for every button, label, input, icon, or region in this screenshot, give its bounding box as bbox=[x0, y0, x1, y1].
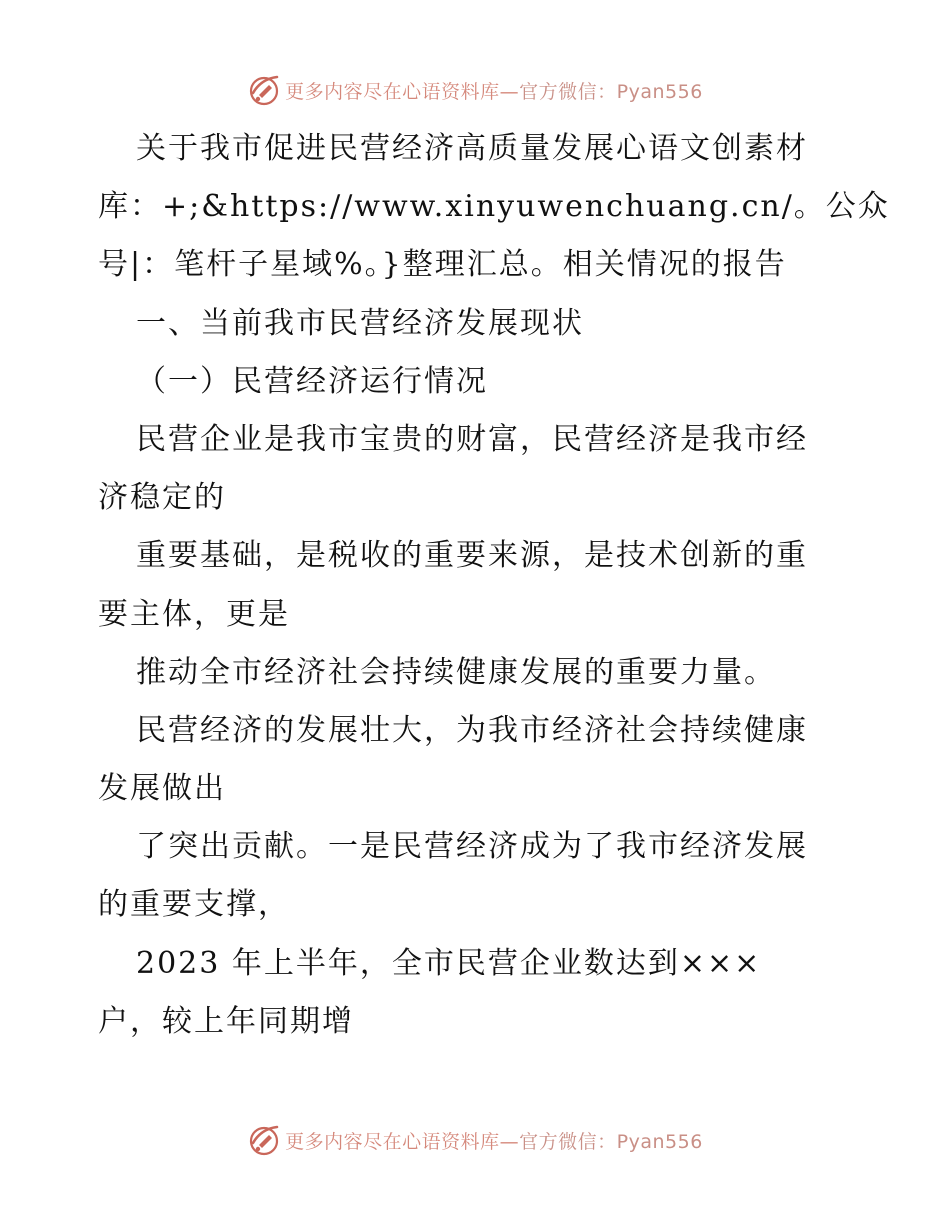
text-line: 推动全市经济社会持续健康发展的重要力量。 bbox=[136, 654, 776, 690]
text-line: 民营企业是我市宝贵的财富，民营经济是我市经 bbox=[136, 421, 808, 457]
text-line: 民营经济的发展壮大，为我市经济社会持续健康 bbox=[136, 712, 808, 748]
text-line: 济稳定的 bbox=[98, 480, 226, 516]
header-banner-dash: — bbox=[499, 80, 520, 103]
header-banner-text: 更多内容尽在心语资料库 bbox=[285, 80, 500, 103]
text-line: 重要基础，是税收的重要来源，是技术创新的重 bbox=[136, 538, 808, 574]
document-body bbox=[98, 120, 890, 1051]
footer-banner-dash: — bbox=[499, 1130, 520, 1153]
text-line bbox=[98, 178, 890, 236]
header-banner-wechat: 官方微信：Pyan556 bbox=[519, 80, 703, 103]
text-line: 了突出贡献。一是民营经济成为了我市经济发展 bbox=[136, 829, 808, 865]
header-banner bbox=[0, 70, 950, 110]
brush-logo-icon bbox=[247, 1123, 281, 1157]
brush-logo-icon bbox=[247, 73, 281, 107]
footer-banner-wechat: 官方微信：Pyan556 bbox=[519, 1130, 703, 1153]
text-line: 2023 年上半年，全市民营企业数达到××× bbox=[136, 945, 762, 981]
footer-banner-text: 更多内容尽在心语资料库 bbox=[285, 1130, 500, 1153]
text-line: 发展做出 bbox=[98, 771, 226, 807]
text-line: 要主体，更是 bbox=[98, 596, 290, 632]
text-line: 关于我市促进民营经济高质量发展心语文创素材 bbox=[136, 131, 808, 166]
section-heading: 一、当前我市民营经济发展现状 bbox=[136, 305, 584, 341]
text-line: 号|：笔杆子星域%。}整理汇总。相关情况的报告 bbox=[98, 247, 787, 283]
text-line: 户，较上年同期增 bbox=[98, 1003, 354, 1039]
footer-banner bbox=[0, 1120, 950, 1160]
text-line-part: 库：+;&https://www.xinyuwenchuang.cn/。公众 bbox=[98, 189, 890, 225]
text-line: 的重要支撑， bbox=[98, 887, 290, 923]
subsection-heading: （一）民营经济运行情况 bbox=[136, 363, 488, 399]
